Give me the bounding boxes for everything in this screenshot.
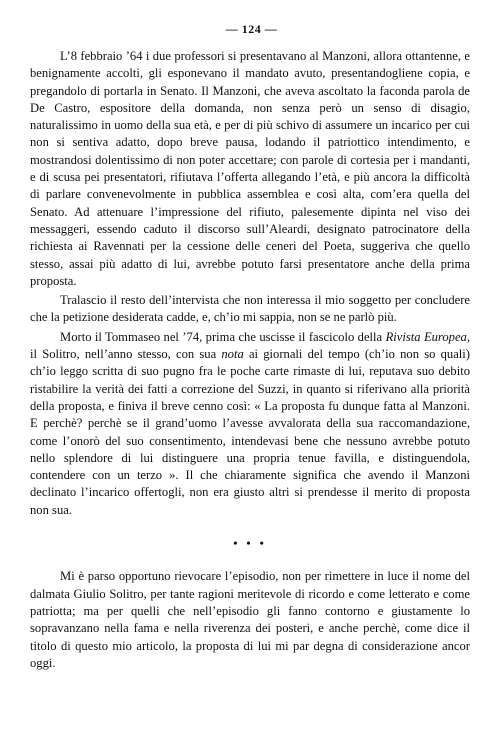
section-break: • • •	[233, 536, 267, 551]
paragraph-solitro-note-before: Morto il Tommaseo nel ’74, prima che uscisse il fascicolo della	[60, 329, 386, 344]
paragraph-solitro-note-middle: , il Solitro, nell’anno stesso, con sua	[30, 329, 471, 362]
paragraph-manzoni-visit: L’8 febbraio ’64 i due professori si presentavano al Manzoni, allora ottantenne, e benignamente accolti, gli esponevano il mandato avuto, presentandogliene copia, e pregandolo di portarla in Senato. Il Manzoni, che aveva ascoltato la faconda parola de De Castro, espositore della domanda, non senza però un senso di disagio, naturalissimo in uomo della sua età, e per di più schivo di assumere un incarico per cui non si sentiva adatto, dopo breve pausa, lodando il patriottico intendimento, e mostrandosi dolentissimo di non poter accettare; con parole di cortesia per i mandanti, e di scusa pei presentatori, rifiutava l’offerta allegando l’età, e più ancora la difficoltà di parlare convenevolmente in pubblica assemblea e così alta, com’era quella del Senato. Ad attenuare l’impressione del rifiuto, palesemente dipinta nel viso dei messaggeri, essendo caduto il discorso sull’Aleardi, designato patrocinatore della richiesta ai Ravennati per la cessione delle ceneri del Poeta, suggeriva che quello stesso, assai più adatto di lui, avrebbe potuto farsi presentatore anche della prima proposta.	[30, 49, 470, 288]
paragraph-closing: Mi è parso opportuno rievocare l’episodio, non per rimettere in luce il nome del dalmata Giulio Solitro, per tante ragioni meritevole di ricordo e come letterato e come patriotta; ma per quelli che nell’episodio gli fanno contorno e giustamente lo sopravanzano nella fama e nella riverenza dei posteri, e anche perchè, come dice il titolo di questo mio articolo, la proposta di lui mi par degna di considerazione ancor oggi.	[30, 569, 470, 670]
paragraph-solitro-note-after: ai giornali del tempo (ch’io non so quali) ch’io leggo scritta di suo pugno fra le poche carte rimaste di lui, reputava suo debito ristabilire la verità dei fatti a correzione del Suzzi, in quanto si riferivano alla priorità della proposta, e finiva il breve cenno così: « La proposta fu dunque fatta al Manzoni. E perchè? perchè se il grand’uomo l’avesse avvalorata della sua raccomandazione, come l’onorò del suo consentimento, intendevasi bene che nessuno avrebbe potuto nello splendore di lui distinguere una propria tenue favilla, e distinguendola, contendere con un terzo ». Il che chiaramente significa che avendo il Manzoni declinato l’incarico offertogli, non era giusto altri si prendesse il merito di proposta non sua.	[30, 347, 470, 517]
paragraph-solitro-note	[30, 329, 470, 519]
journal-title: Rivista Europea	[385, 329, 467, 344]
body-text	[30, 48, 470, 672]
page-number: — 124 —	[225, 22, 278, 36]
note-word: nota	[221, 347, 244, 362]
paragraph-petition-fell: Tralascio il resto dell’intervista che non interessa il mio soggetto per concludere che la petizione desiderata cadde, e, ch’io mi sappia, non se ne parlò più.	[30, 293, 470, 325]
